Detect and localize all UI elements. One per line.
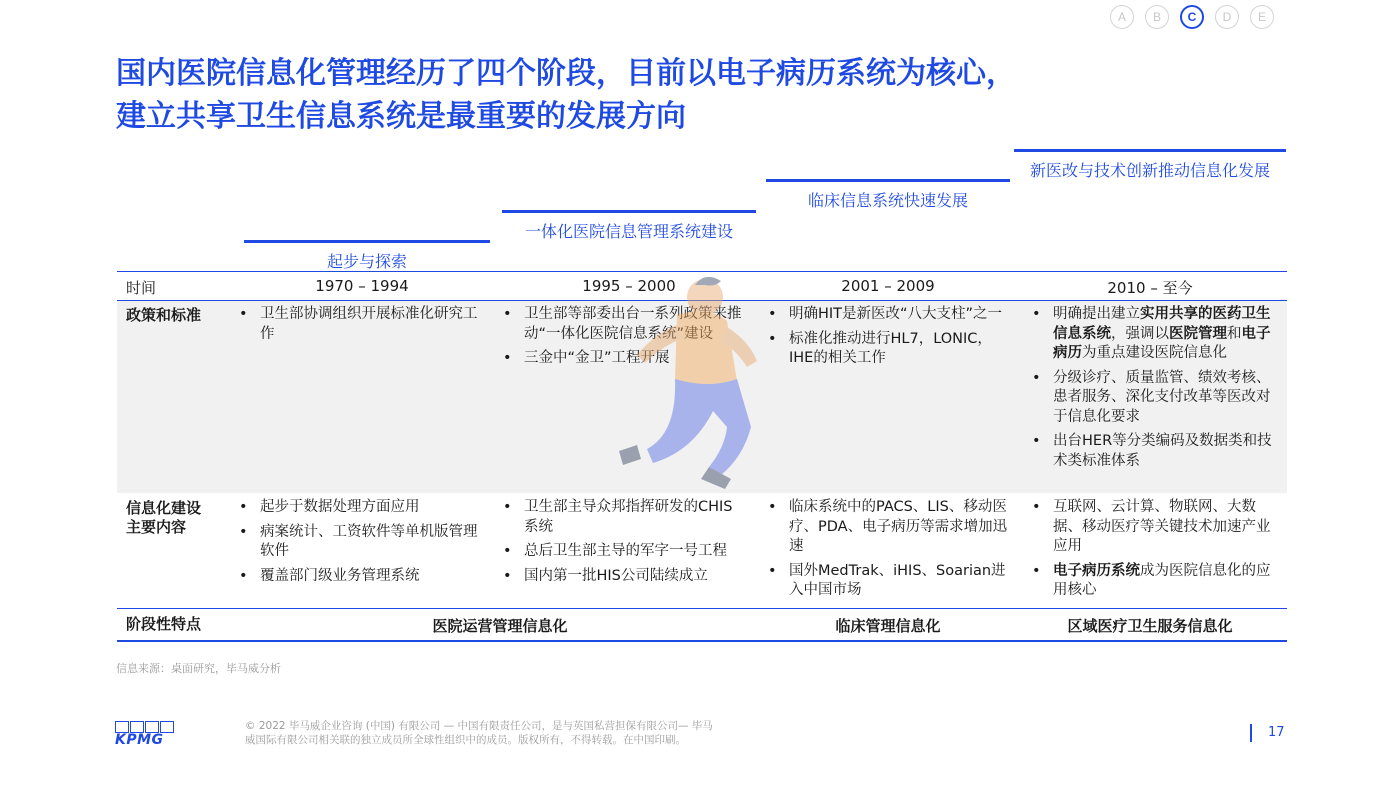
stage-4-label: 新医改与技术创新推动信息化发展 bbox=[1029, 161, 1270, 180]
bold-text: 电子病历系统 bbox=[1053, 562, 1140, 579]
page-number: 17 bbox=[1268, 725, 1285, 740]
list-item: • 标准化推动进行HL7，LONIC，IHE的相关工作 bbox=[763, 330, 1008, 369]
kpmg-logo bbox=[115, 721, 174, 748]
header-time-label: 时间 bbox=[126, 279, 157, 297]
feature-row-label: 阶段性特点 bbox=[126, 615, 202, 633]
bold-text: 实用共享的医药卫生信息系统 bbox=[1053, 306, 1271, 342]
stage-1 bbox=[244, 240, 490, 272]
source-note: 信息来源：桌面研究，毕马威分析 bbox=[116, 662, 281, 675]
header-period-1: 1970 – 1994 bbox=[315, 277, 409, 295]
feature-row bbox=[117, 608, 1287, 642]
content-row-label bbox=[126, 499, 201, 537]
stage-4 bbox=[1014, 149, 1286, 181]
stage-2-label: 一体化医院信息管理系统建设 bbox=[524, 222, 733, 241]
stage-2 bbox=[502, 210, 756, 242]
policy-col-1 bbox=[234, 305, 479, 349]
list-item: • 起步于数据处理方面应用 bbox=[234, 498, 479, 518]
nav-dot-a[interactable]: A bbox=[1110, 5, 1134, 29]
feature-col-1-2: 医院运营管理信息化 bbox=[432, 617, 568, 635]
content-col-3 bbox=[763, 498, 1008, 606]
text-run: 明确提出建立 bbox=[1053, 306, 1140, 322]
text-run: 成为医院信息化的应用核心 bbox=[1053, 562, 1271, 598]
stage-3-bar bbox=[766, 179, 1010, 182]
stage-1-bar bbox=[244, 240, 490, 243]
header-period-3: 2001 – 2009 bbox=[841, 277, 935, 295]
list-item: • 卫生部协调组织开展标准化研究工作 bbox=[234, 305, 479, 344]
policy-col-4 bbox=[1027, 305, 1277, 476]
list-item: • 覆盖部门级业务管理系统 bbox=[234, 567, 479, 587]
stage-2-bar bbox=[502, 210, 756, 213]
list-item: • 出台HER等分类编码及数据类和技术类标准体系 bbox=[1027, 432, 1277, 471]
policy-row-label: 政策和标准 bbox=[126, 306, 202, 324]
section-nav bbox=[1110, 5, 1274, 29]
list-item: • 国内第一批HIS公司陆续成立 bbox=[498, 567, 743, 587]
header-period-4: 2010 – 至今 bbox=[1107, 279, 1193, 297]
stage-4-bar bbox=[1014, 149, 1286, 152]
bold-text: 电子病历 bbox=[1053, 325, 1271, 361]
list-item: • 总后卫生部主导的军字一号工程 bbox=[498, 542, 743, 562]
list-item: • 病案统计、工资软件等单机版管理软件 bbox=[234, 523, 479, 562]
list-item bbox=[1027, 305, 1277, 364]
policy-row bbox=[117, 301, 1287, 493]
stage-3-label: 临床信息系统快速发展 bbox=[807, 191, 968, 210]
list-item: • 国外MedTrak、iHIS、Soarian进入中国市场 bbox=[763, 562, 1008, 601]
list-item: • 三金中“金卫”工程开展 bbox=[498, 349, 743, 369]
list-item: • 临床系统中的PACS、LIS、移动医疗、PDA、电子病历等需求增加迅速 bbox=[763, 498, 1008, 557]
content-col-1 bbox=[234, 498, 479, 591]
content-col-4 bbox=[1027, 498, 1277, 606]
text-run: ，强调以 bbox=[1111, 325, 1169, 342]
page-title-line-2: 建立共享卫生信息系统是最重要的发展方向 bbox=[116, 99, 686, 134]
nav-dot-c-active[interactable]: C bbox=[1180, 5, 1204, 29]
content-row bbox=[117, 493, 1287, 608]
stage-1-label: 起步与探索 bbox=[326, 252, 407, 271]
feature-col-4: 区域医疗卫生服务信息化 bbox=[1067, 617, 1233, 635]
list-item: • 卫生部等部委出台一系列政策来推动“一体化医院信息系统”建设 bbox=[498, 305, 743, 344]
header-period-2: 1995 – 2000 bbox=[582, 277, 676, 295]
policy-col-3 bbox=[763, 305, 1008, 374]
list-item: • 互联网、云计算、物联网、大数据、移动医疗等关键技术加速产业应用 bbox=[1027, 498, 1277, 557]
content-row-label-line-2: 主要内容 bbox=[126, 518, 187, 536]
page-number-divider bbox=[1250, 724, 1252, 742]
content-col-2 bbox=[498, 498, 743, 591]
page-title-line-1: 国内医院信息化管理经历了四个阶段，目前以电子病历系统为核心， bbox=[116, 56, 1016, 91]
nav-dot-b[interactable]: B bbox=[1145, 5, 1169, 29]
list-item: • 明确HIT是新医改“八大支柱”之一 bbox=[763, 305, 1008, 325]
list-item: • 卫生部主导众邦指挥研发的CHIS系统 bbox=[498, 498, 743, 537]
page-title bbox=[116, 52, 1316, 138]
content-row-label-line-1: 信息化建设 bbox=[126, 499, 202, 517]
list-item: • 分级诊疗、质量监管、绩效考核、患者服务、深化支付改革等医改对于信息化要求 bbox=[1027, 369, 1277, 428]
copyright-line-1: © 2022 毕马威企业咨询 (中国) 有限公司 — 中国有限责任公司，是与英国私营担保有限公司— 毕马 bbox=[245, 720, 713, 732]
policy-col-2 bbox=[498, 305, 743, 374]
list-item bbox=[1027, 562, 1277, 601]
text-run: 和 bbox=[1227, 325, 1242, 342]
kpmg-logo-text: KPMG bbox=[115, 732, 164, 748]
copyright-line-2: 威国际有限公司相关联的独立成员所全球性组织中的成员。版权所有，不得转载。在中国印刷。 bbox=[245, 734, 686, 746]
copyright-notice bbox=[245, 719, 765, 747]
nav-dot-e[interactable]: E bbox=[1250, 5, 1274, 29]
nav-dot-d[interactable]: D bbox=[1215, 5, 1239, 29]
table-header-row bbox=[117, 271, 1287, 301]
text-run: 为重点建设医院信息化 bbox=[1082, 345, 1227, 361]
feature-col-3: 临床管理信息化 bbox=[835, 617, 941, 635]
stage-3 bbox=[766, 179, 1010, 211]
bold-text: 医院管理 bbox=[1169, 325, 1227, 342]
